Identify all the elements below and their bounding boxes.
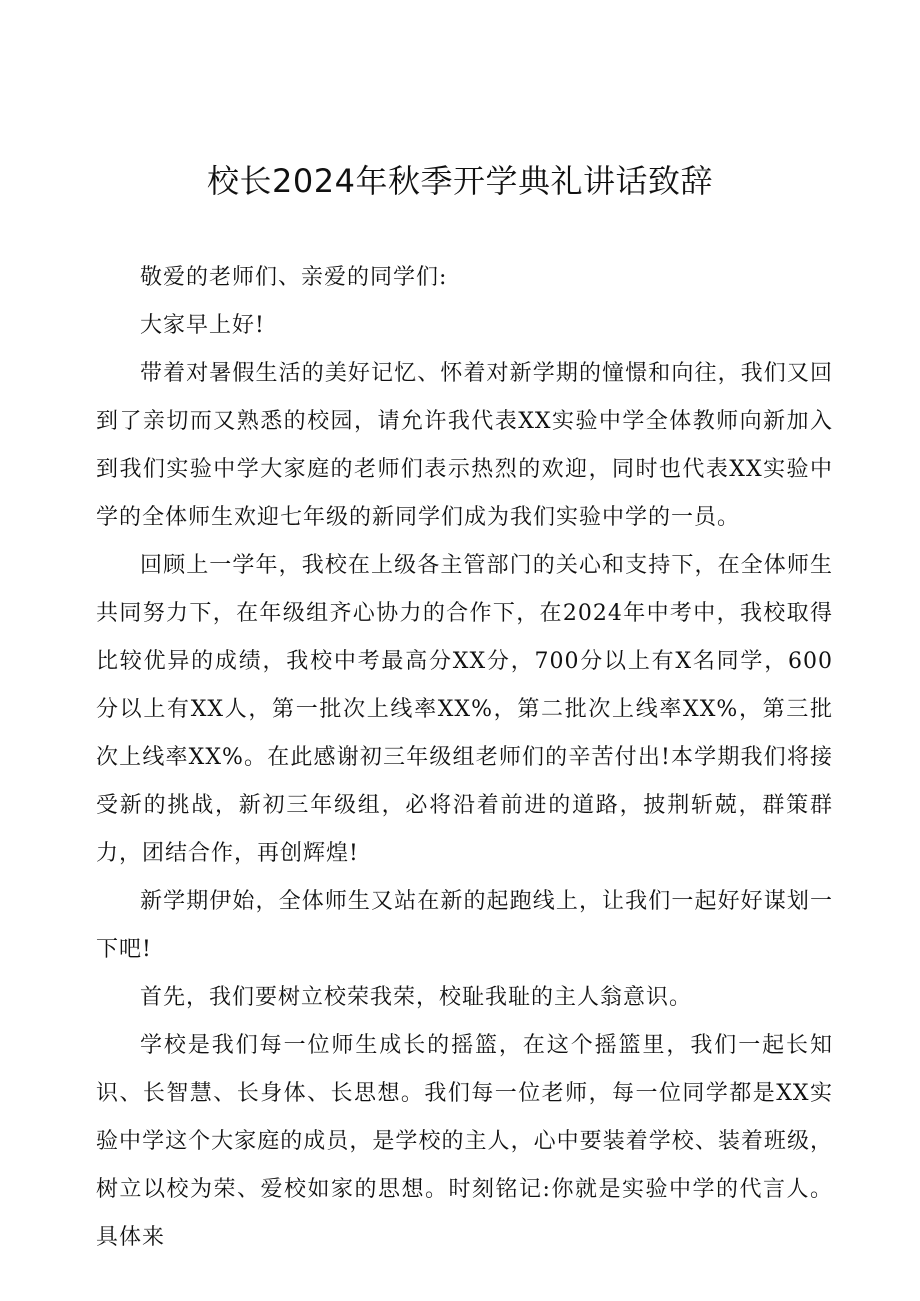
paragraph-new-semester: 新学期伊始，全体师生又站在新的起跑线上，让我们一起好好谋划一下吧! — [96, 889, 833, 962]
document-body — [96, 254, 833, 1262]
salutation: 敬爱的老师们、亲爱的同学们: — [140, 265, 448, 290]
paragraph-first-point: 首先，我们要树立校荣我荣，校耻我耻的主人翁意识。 — [140, 985, 693, 1010]
paragraph-review: 回顾上一学年，我校在上级各主管部门的关心和支持下，在全体师生共同努力下，在年级组齐心协力的合作下，在2024年中考中，我校取得比较优异的成绩，我校中考最高分XX分，700分以上有X名同学，600分以上有XX人，第一批次上线率XX%，第二批次上线率XX%，第三批次上线率XX%。在此感谢初三年级组老师们的辛苦付出!本学期我们将接受新的挑战，新初三年级组，必将沿着前进的道路，披荆斩兢，群策群力，团结合作，再创辉煌! — [96, 553, 833, 866]
document-title: 校长2024年秋季开学典礼讲话致辞 — [207, 162, 713, 200]
paragraph-school-cradle: 学校是我们每一位师生成长的摇篮，在这个摇篮里，我们一起长知识、长智慧、长身体、长思想。我们每一位老师，每一位同学都是XX实验中学这个大家庭的成员，是学校的主人，心中要装着学校、装着班级，树立以校为荣、爱校如家的思想。时刻铭记:你就是实验中学的代言人。具体来 — [96, 1033, 833, 1250]
paragraph-welcome: 带着对暑假生活的美好记忆、怀着对新学期的憧憬和向往，我们又回到了亲切而又熟悉的校园，请允许我代表XX实验中学全体教师向新加入到我们实验中学大家庭的老师们表示热烈的欢迎，同时也代表XX实验中学的全体师生欢迎七年级的新同学们成为我们实验中学的一员。 — [96, 361, 833, 530]
greeting: 大家早上好! — [140, 313, 265, 338]
